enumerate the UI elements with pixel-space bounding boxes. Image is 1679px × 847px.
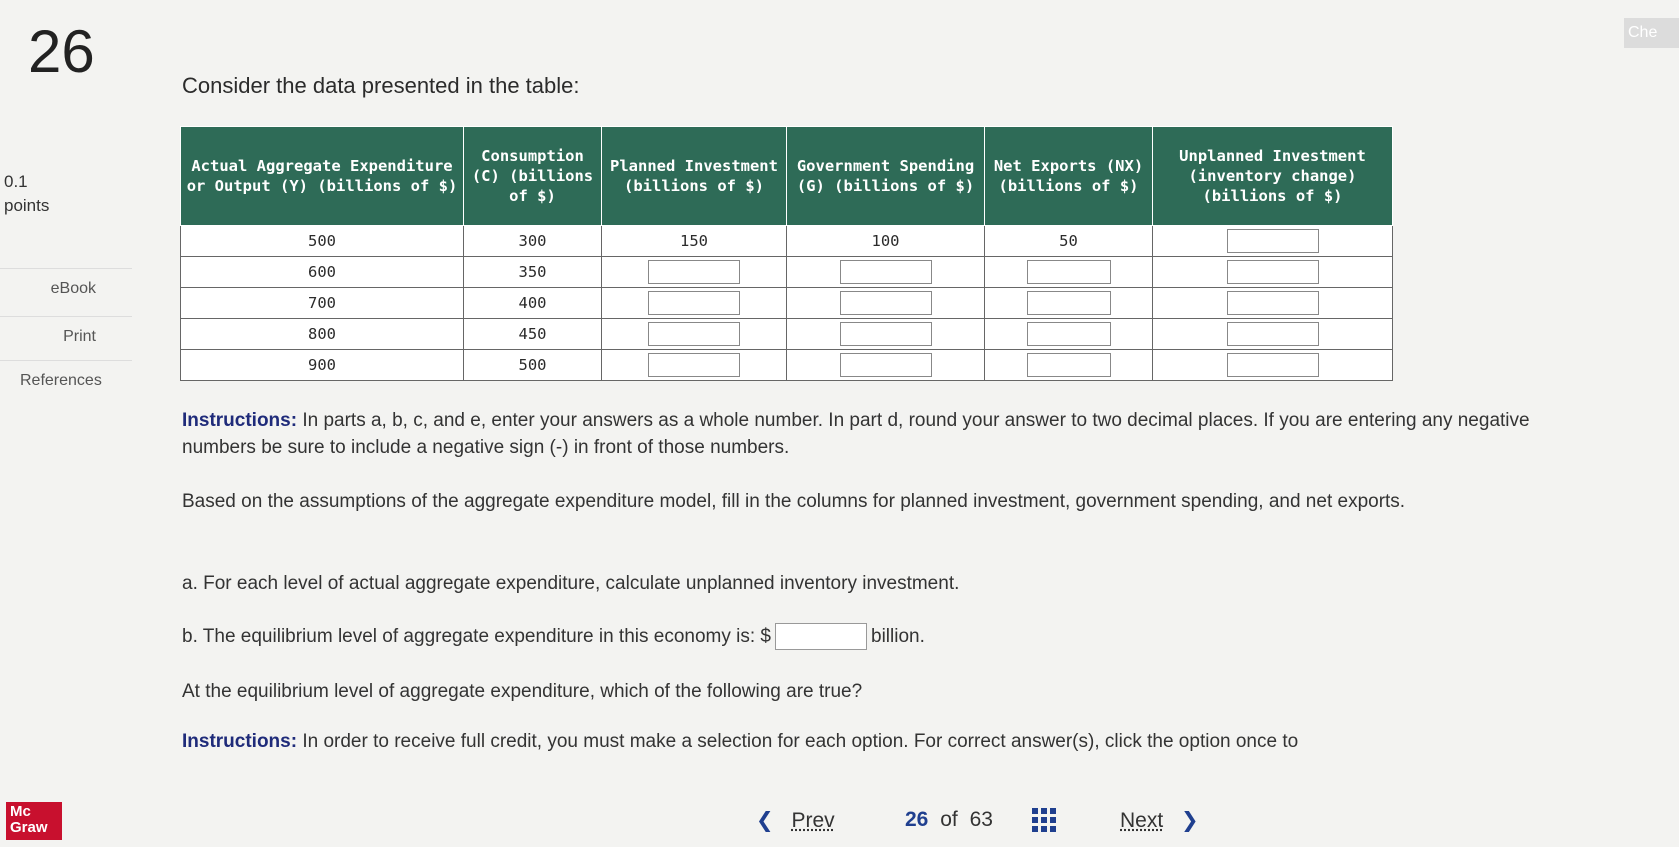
logo-line-2: Graw bbox=[10, 819, 48, 836]
unplanned-investment-input[interactable] bbox=[1227, 322, 1319, 346]
equilibrium-input[interactable] bbox=[775, 623, 867, 650]
net-exports-input[interactable] bbox=[1027, 322, 1111, 346]
total-pages: 63 bbox=[969, 808, 993, 831]
unplanned-investment-input[interactable] bbox=[1227, 353, 1319, 377]
equilibrium-question: At the equilibrium level of aggregate expenditure, which of the following are true? bbox=[182, 681, 863, 702]
planned-investment-input[interactable] bbox=[648, 291, 740, 315]
government-spending-input[interactable] bbox=[840, 260, 932, 284]
header-planned-investment: Planned Investment (billions of $) bbox=[602, 127, 787, 226]
cell-y: 700 bbox=[181, 288, 464, 319]
part-b bbox=[182, 623, 1562, 650]
instructions-label: Instructions: bbox=[182, 410, 298, 431]
header-actual-expenditure: Actual Aggregate Expenditure or Output (Y) (billions of $) bbox=[181, 127, 464, 226]
question-prompt: Consider the data presented in the table: bbox=[182, 73, 580, 98]
cell-c: 300 bbox=[464, 226, 602, 257]
next-label: Next bbox=[1120, 809, 1164, 832]
part-b-prefix: b. The equilibrium level of aggregate expenditure in this economy is: $ bbox=[182, 626, 771, 647]
next-button[interactable] bbox=[1120, 808, 1199, 833]
points-value: 0.1 bbox=[4, 172, 28, 191]
unplanned-investment-input[interactable] bbox=[1227, 260, 1319, 284]
instructions-1 bbox=[182, 407, 1562, 461]
table-row bbox=[181, 288, 1393, 319]
instructions-2 bbox=[182, 728, 1562, 755]
header-unplanned-investment: Unplanned Investment (inventory change) (billions of $) bbox=[1153, 127, 1393, 226]
cell-c: 450 bbox=[464, 319, 602, 350]
logo-line-1: Mc bbox=[10, 803, 31, 820]
part-b-suffix: billion. bbox=[871, 626, 925, 647]
cell-c: 400 bbox=[464, 288, 602, 319]
chevron-left-icon: ❮ bbox=[756, 809, 774, 832]
points-label: points bbox=[4, 196, 50, 215]
cell-y: 500 bbox=[181, 226, 464, 257]
sidebar-link-print[interactable]: Print bbox=[0, 316, 132, 356]
table-row bbox=[181, 226, 1393, 257]
instructions-label-2: Instructions: bbox=[182, 731, 298, 752]
prev-button[interactable] bbox=[756, 808, 835, 833]
unplanned-investment-input[interactable] bbox=[1227, 229, 1319, 253]
government-spending-input[interactable] bbox=[840, 322, 932, 346]
header-government-spending: Government Spending (G) (billions of $) bbox=[787, 127, 985, 226]
footer-nav bbox=[0, 800, 1679, 847]
cell-c: 500 bbox=[464, 350, 602, 381]
chevron-right-icon: ❯ bbox=[1181, 809, 1199, 832]
table-header-row bbox=[181, 127, 1393, 226]
table-row bbox=[181, 319, 1393, 350]
net-exports-input[interactable] bbox=[1027, 291, 1111, 315]
net-exports-input[interactable] bbox=[1027, 260, 1111, 284]
header-net-exports: Net Exports (NX) (billions of $) bbox=[985, 127, 1153, 226]
table-row bbox=[181, 350, 1393, 381]
net-exports-input[interactable] bbox=[1027, 353, 1111, 377]
sidebar-link-references[interactable]: References bbox=[0, 360, 132, 400]
question-grid-icon[interactable] bbox=[1032, 808, 1056, 832]
current-page: 26 bbox=[905, 808, 929, 831]
planned-investment-input[interactable] bbox=[648, 322, 740, 346]
assumptions-text: Based on the assumptions of the aggregate expenditure model, fill in the columns for planned investment, government spending, and net exports. bbox=[182, 491, 1406, 512]
government-spending-input[interactable] bbox=[840, 291, 932, 315]
cell-planned-investment: 150 bbox=[602, 226, 787, 257]
planned-investment-input[interactable] bbox=[648, 260, 740, 284]
table-row bbox=[181, 257, 1393, 288]
cell-y: 900 bbox=[181, 350, 464, 381]
government-spending-input[interactable] bbox=[840, 353, 932, 377]
cell-government-spending: 100 bbox=[787, 226, 985, 257]
check-button[interactable]: Che bbox=[1624, 18, 1679, 48]
cell-y: 800 bbox=[181, 319, 464, 350]
planned-investment-input[interactable] bbox=[648, 353, 740, 377]
points bbox=[4, 170, 49, 218]
unplanned-investment-input[interactable] bbox=[1227, 291, 1319, 315]
mcgraw-logo bbox=[6, 802, 62, 840]
sidebar-link-ebook[interactable]: eBook bbox=[0, 268, 132, 308]
page-indicator bbox=[905, 808, 993, 832]
page-of: of bbox=[940, 808, 958, 831]
instructions-1-text: In parts a, b, c, and e, enter your answers as a whole number. In part d, round your answer to two decimal places. If you are entering any negative numbers be sure to include a negative sign (-) in front of those numbers. bbox=[182, 410, 1530, 458]
data-table bbox=[180, 126, 1393, 381]
instructions-2-text: In order to receive full credit, you must make a selection for each option. For correct answer(s), click the option once to bbox=[302, 731, 1299, 752]
cell-c: 350 bbox=[464, 257, 602, 288]
part-a: a. For each level of actual aggregate expenditure, calculate unplanned inventory investment. bbox=[182, 573, 960, 594]
cell-net-exports: 50 bbox=[985, 226, 1153, 257]
prev-label: Prev bbox=[791, 809, 835, 832]
cell-y: 600 bbox=[181, 257, 464, 288]
header-consumption: Consumption (C) (billions of $) bbox=[464, 127, 602, 226]
question-number: 26 bbox=[28, 18, 95, 85]
